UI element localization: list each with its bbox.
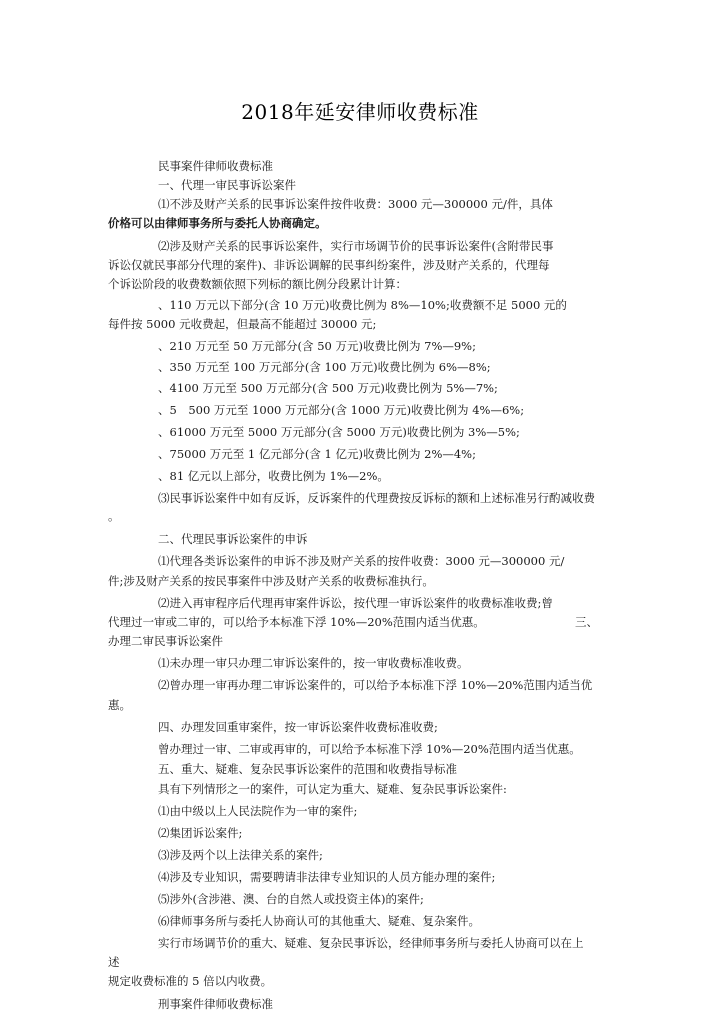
paragraph-line: 代理过一审或二审的，可以给予本标准下浮 10%—20%范围内适当优惠。 [108,615,485,629]
paragraph-line: 诉讼仅就民事部分代理的案件)、非诉讼调解的民事纠纷案件，涉及财产关系的，代理每 [108,258,550,272]
paragraph-line: 惠。 [108,698,131,712]
fee-tier-line: 、110 万元以下部分(含 10 万元)收费比例为 8%—10%;收费额不足 5000 元的 [158,298,567,312]
paragraph-line: 个诉讼阶段的收费数额依照下列标的额比例分段累计计算： [108,277,407,291]
heading-number-three: 三、 [575,615,598,629]
paragraph-line: ⑵涉及财产关系的民事诉讼案件，实行市场调节价的民事诉讼案件(含附带民事 [158,239,554,253]
heading-second-instance: 办理二审民事诉讼案件 [108,634,223,648]
paragraph-line: 规定收费标准的 5 倍以内收费。 [108,974,273,988]
list-item: ⑵集团诉讼案件; [158,826,243,840]
fee-tier-line: 、210 万元至 50 万元部分(含 50 万元)收费比例为 7%—9%; [158,339,476,353]
paragraph-line: ⑵进入再审程序后代理再审案件诉讼，按代理一审诉讼案件的收费标准收费;曾 [158,596,553,610]
paragraph-line: ⑴不涉及财产关系的民事诉讼案件按件收费：3000 元—300000 元/件，具体 [158,197,553,211]
paragraph-line: ⑵曾办理一审再办理二审诉讼案件的，可以给予本标准下浮 10%—20%范围内适当优 [158,678,593,692]
fee-tier-line: 、81 亿元以上部分，收费比例为 1%—2%。 [158,469,389,483]
list-item: ⑶涉及两个以上法律关系的案件; [158,848,323,862]
paragraph-line: 具有下列情形之一的案件，可认定为重大、疑难、复杂民事诉讼案件: [158,782,507,796]
paragraph-line: 曾办理过一审、二审或再审的，可以给予本标准下浮 10%—20%范围内适当优惠。 [158,742,581,756]
paragraph-line: ⑶民事诉讼案件中如有反诉，反诉案件的代理费按反诉标的额和上述标准另行酌减收费 [158,491,595,505]
section-heading-criminal: 刑事案件律师收费标准 [158,997,273,1011]
heading-appeal: 二、代理民事诉讼案件的申诉 [158,532,308,546]
fee-tier-line: 、4100 万元至 500 万元部分(含 500 万元)收费比例为 5%—7%; [158,381,498,395]
fee-tier-line: 、75000 万元至 1 亿元部分(含 1 亿元)收费比例为 2%—4%; [158,447,476,461]
paragraph-line: ⑴未办理一审只办理二审诉讼案件的，按一审收费标准收费。 [158,656,469,670]
list-item: ⑷涉及专业知识，需要聘请非法律专业知识的人员方能办理的案件; [158,870,496,884]
list-item: ⑸涉外(含涉港、澳、台的自然人或投资主体)的案件; [158,892,424,906]
heading-retrial: 四、办理发回重审案件，按一审诉讼案件收费标准收费; [158,720,438,734]
heading-first-instance: 一、代理一审民事诉讼案件 [158,178,296,192]
section-heading-civil: 民事案件律师收费标准 [158,159,273,173]
paragraph-line: 述 [108,955,120,969]
heading-complex-cases: 五、重大、疑难、复杂民事诉讼案件的范围和收费指导标准 [158,762,457,776]
paragraph-line: 件;涉及财产关系的按民事案件中涉及财产关系的收费标准执行。 [108,574,434,588]
paragraph-line: 价格可以由律师事务所与委托人协商确定。 [108,216,327,230]
fee-tier-line: 、5 500 万元至 1000 万元部分(含 1000 万元)收费比例为 4%—6%; [158,403,525,417]
paragraph-line: 实行市场调节价的重大、疑难、复杂民事诉讼，经律师事务所与委托人协商可以在上 [158,936,584,950]
list-item: ⑴由中级以上人民法院作为一审的案件; [158,804,358,818]
fee-tier-line: 每件按 5000 元收费起，但最高不能超过 30000 元; [108,317,377,331]
paragraph-line: 。 [108,509,120,523]
fee-tier-line: 、350 万元至 100 万元部分(含 100 万元)收费比例为 6%—8%; [158,360,491,374]
paragraph-line: ⑴代理各类诉讼案件的申诉不涉及财产关系的按件收费：3000 元—300000 元/ [158,554,565,568]
list-item: ⑹律师事务所与委托人协商认可的其他重大、疑难、复杂案件。 [158,914,480,928]
page-title: 2018年延安律师收费标准 [241,100,479,124]
fee-tier-line: 、61000 万元至 5000 万元部分(含 5000 万元)收费比例为 3%—5%; [158,425,520,439]
